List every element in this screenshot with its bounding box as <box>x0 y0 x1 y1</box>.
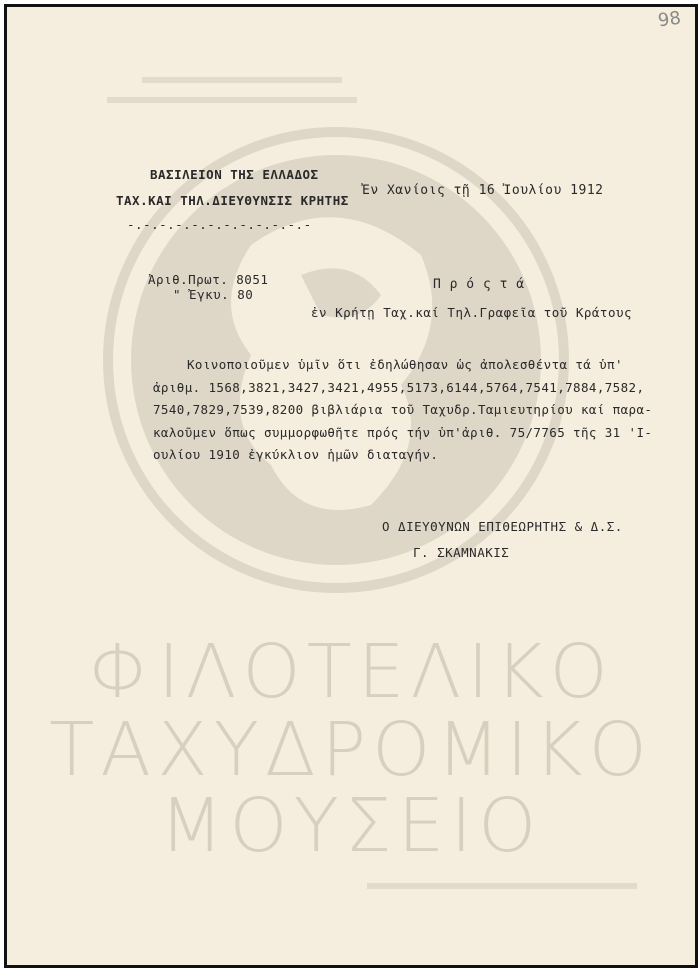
body-line: ἀριθμ. 1568,3821,3427,3421,4955,5173,6144,5764,7541,7884,7582, <box>153 379 645 395</box>
document-page <box>4 4 698 968</box>
watermark-line-2: ΤΑΧΥΔΡΟΜΙΚΟ <box>49 707 653 793</box>
signature-name: Γ. ΣΚΑΜΝΑΚΙΣ <box>413 545 510 560</box>
watermark-line-1: ΦΙΛΟΤΕΛΙΚΟ <box>88 629 614 715</box>
bleed-through <box>367 877 637 889</box>
protocol-number: Ἀριθ.Πρωτ. 8051 <box>148 272 269 287</box>
circular-number: " Ἐγκυ. 80 <box>173 287 254 302</box>
letter-body <box>153 354 653 467</box>
body-line: καλοῦμεν ὅπως συμμορφωθῆτε πρός τήν ὑπ'ἀριθ. 75/7765 τῆς 31 'Ι- <box>153 424 653 440</box>
page-number: 98 <box>656 7 683 32</box>
body-line: Κοινοποιοῦμεν ὑμῖν ὅτι ἐδηλώθησαν ὡς ἀπολεσθέντα τά ὑπ' <box>187 357 623 372</box>
signature-title: Ο ΔΙΕΥΘΥΝΩΝ ΕΠΙΘΕΩΡΗΤΗΣ & Δ.Σ. <box>382 519 623 534</box>
header-separator: -.-.-.-.-.-.-.-.-.-.-.- <box>127 217 312 232</box>
watermark-line-3: ΜΟΥΣΕΙΟ <box>159 783 543 869</box>
recipient-to: Π ρ ό ς τ ά <box>433 277 525 292</box>
body-line: 7540,7829,7539,8200 βιβλιάρια τοῦ Ταχυδρ.Ταμιευτηρίου καί παρα- <box>153 402 653 417</box>
body-line: ουλίου 1910 ἐγκύκλιον ἡμῶν διαταγήν. <box>153 447 439 462</box>
date-line: Ἐν Χανίοις τῇ 16 Ἰουλίου 1912 <box>362 183 604 198</box>
bleed-through <box>142 67 342 83</box>
bleed-through <box>107 87 357 103</box>
kingdom-heading: ΒΑΣΙΛΕΙΟΝ ΤΗΣ ΕΛΛΑΔΟΣ <box>150 167 319 182</box>
recipient-offices: ἐν Κρήτῃ Ταχ.καί Τηλ.Γραφεῖα τοῦ Κράτους <box>311 305 633 320</box>
directorate-heading: ΤΑΧ.ΚΑΙ ΤΗΛ.ΔΙΕΥΘΥΝΣΙΣ ΚΡΗΤΗΣ <box>116 193 349 208</box>
